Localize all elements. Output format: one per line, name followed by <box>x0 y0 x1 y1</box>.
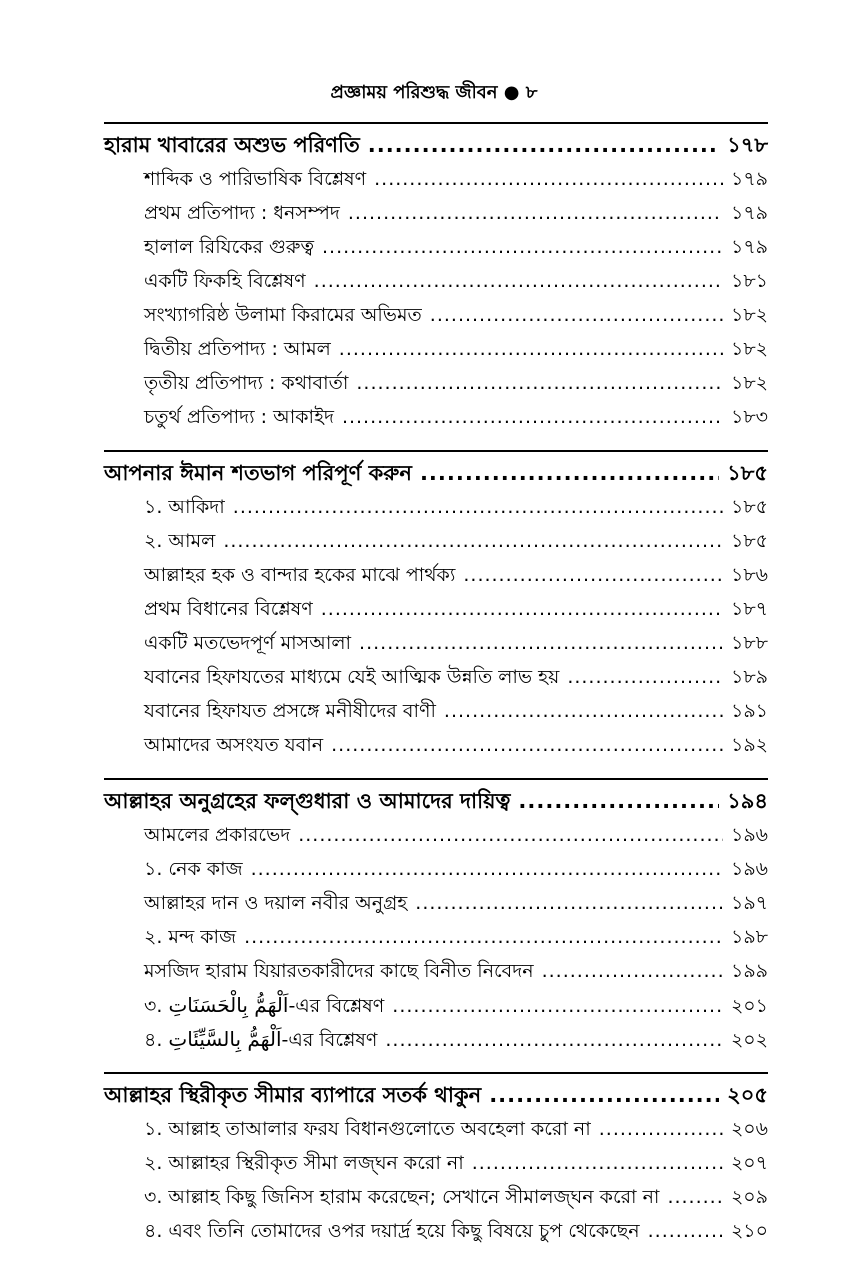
dot-leader <box>223 524 723 558</box>
entry-title: শাব্দিক ও পারিভাষিক বিশ্লেষণ <box>144 168 367 190</box>
chapter-title: আল্লাহর অনুগ্রহের ফল্গুধারা ও আমাদের দায়িত্ব <box>104 789 511 813</box>
entry-title: সংখ্যাগরিষ্ঠ উলামা কিরামের অভিমত <box>144 304 422 326</box>
chapter-row <box>104 1078 768 1112</box>
entry-page: ১৯৯ <box>731 960 768 982</box>
dot-leader <box>489 1078 719 1112</box>
dot-leader <box>359 626 723 660</box>
entry-page: ১৯১ <box>731 700 768 722</box>
toc-section <box>104 122 768 434</box>
arabic-phrase: اَلْهَمُّ بِالسَّيِّئَاتِ <box>168 1027 282 1051</box>
chapter-title: আল্লাহর স্থিরীকৃত সীমার ব্যাপারে সতর্ক থাকুন <box>104 1083 482 1107</box>
toc-section <box>104 1072 768 1248</box>
toc-entry <box>104 1146 768 1180</box>
entry-title: প্রথম বিধানের বিশ্লেষণ <box>144 598 313 620</box>
dot-leader <box>251 852 723 886</box>
dot-leader <box>542 954 723 988</box>
toc-entry <box>104 366 768 400</box>
chapter-title: আপনার ঈমান শতভাগ পরিপূর্ণ করুন <box>104 461 412 485</box>
entry-title: আমাদের অসংযত যবান <box>144 734 324 756</box>
entry-title-suffix: -এর বিশ্লেষণ <box>281 1029 378 1051</box>
entry-page: ২০১ <box>730 995 768 1017</box>
entry-page: ১৭৯ <box>730 202 768 224</box>
toc-entry <box>104 230 768 264</box>
entry-page: ১৯৭ <box>730 892 768 914</box>
entry-page: ১৮২ <box>730 338 768 360</box>
entry-title: ২. আল্লাহর স্থিরীকৃত সীমা লজ্ঘন করো না <box>144 1152 464 1174</box>
entry-number: ৪. <box>144 1029 163 1051</box>
arabic-phrase: اَلْهَمُّ بِالْحَسَنَاتِ <box>168 993 289 1017</box>
chapter-page: ২০৫ <box>727 1083 768 1107</box>
entry-title: আমলের প্রকারভেদ <box>144 824 291 846</box>
toc-entry <box>104 298 768 332</box>
entry-title: প্রথম প্রতিপাদ্য : ধনসম্পদ <box>144 202 340 224</box>
entry-title: ১. নেক কাজ <box>144 858 243 880</box>
entry-title: তৃতীয় প্রতিপাদ্য : কথাবার্তা <box>144 372 349 394</box>
entry-page: ১৮৫ <box>731 530 768 552</box>
toc-entry <box>104 660 768 694</box>
dot-leader <box>298 818 723 852</box>
dot-leader <box>374 162 723 196</box>
entry-title: ১. আকিদা <box>144 496 225 518</box>
dot-leader <box>368 128 719 162</box>
entry-title: ২. মন্দ কাজ <box>144 926 237 948</box>
dot-leader <box>342 400 723 434</box>
entry-number: ৩. <box>144 995 163 1017</box>
entry-title: হালাল রিযিকের গুরুত্ব <box>144 236 314 258</box>
toc-entry <box>104 626 768 660</box>
dot-leader <box>444 694 723 728</box>
toc-entry <box>104 818 768 852</box>
dot-leader <box>392 989 723 1023</box>
entry-page: ১৯৬ <box>730 824 768 846</box>
dot-leader <box>385 1023 723 1057</box>
entry-page: ২০২ <box>730 1029 768 1051</box>
entry-page: ২১০ <box>730 1220 768 1242</box>
entry-title: দ্বিতীয় প্রতিপাদ্য : আমল <box>144 338 331 360</box>
entry-page: ১৮৩ <box>730 406 768 428</box>
toc-entry <box>104 558 768 592</box>
entry-page: ১৯৮ <box>731 926 768 948</box>
chapter-row <box>104 128 768 162</box>
entry-page: ১৮১ <box>731 270 768 292</box>
toc-entry <box>104 1180 768 1214</box>
running-header: প্রজ্ঞাময় পরিশুদ্ধ জীবন ● ৮ <box>330 82 538 103</box>
dot-leader <box>356 366 723 400</box>
dot-leader <box>331 728 723 762</box>
entry-title: চতুর্থ প্রতিপাদ্য : আকাইদ <box>144 406 334 428</box>
dot-leader <box>321 592 723 626</box>
chapter-page: ১৮৫ <box>727 461 768 485</box>
entry-title: ১. আল্লাহ তাআলার ফরয বিধানগুলোতে অবহেলা করো না <box>144 1118 591 1140</box>
toc-entry <box>104 1112 768 1146</box>
toc-entry <box>104 264 768 298</box>
entry-page: ২০৬ <box>730 1118 768 1140</box>
entry-title: একটি ফিকহি বিশ্লেষণ <box>144 270 306 292</box>
toc-entry <box>104 162 768 196</box>
chapter-title: হারাম খাবারের অশুভ পরিণতি <box>104 133 360 157</box>
entry-page: ১৮৫ <box>731 496 768 518</box>
entry-page: ১৮২ <box>730 372 768 394</box>
toc-section <box>104 778 768 1056</box>
entry-page: ১৮৭ <box>730 598 768 620</box>
chapter-row <box>104 784 768 818</box>
dot-leader <box>648 1214 723 1248</box>
dot-leader <box>463 558 723 592</box>
entry-page: ১৭৯ <box>730 168 768 190</box>
entry-title <box>144 988 384 1023</box>
entry-title: ৩. আল্লাহ কিছু জিনিস হারাম করেছেন; সেখানে সীমালজ্ঘন করো না <box>144 1186 660 1208</box>
dot-leader <box>667 1180 723 1214</box>
entry-title: যবানের হিফাযতের মাধ্যমে যেই আত্মিক উন্নতি লাভ হয় <box>144 666 560 688</box>
dot-leader <box>322 230 723 264</box>
entry-page: ১৯২ <box>730 734 768 756</box>
dot-leader <box>244 920 723 954</box>
toc-entry <box>104 196 768 230</box>
entry-title <box>144 1022 377 1057</box>
chapter-page: ১৭৮ <box>727 133 768 157</box>
entry-page: ১৮২ <box>730 304 768 326</box>
dot-leader <box>348 196 723 230</box>
toc-entry <box>104 1214 768 1248</box>
entry-page: ২০৭ <box>730 1152 768 1174</box>
entry-page: ১৮৮ <box>731 632 768 654</box>
toc-entry <box>104 694 768 728</box>
chapter-row <box>104 456 768 490</box>
dot-leader <box>430 298 723 332</box>
entry-title: আল্লাহর হক ও বান্দার হকের মাঝে পার্থক্য <box>144 564 456 586</box>
entry-page: ১৯৬ <box>730 858 768 880</box>
entry-page: ১৭৯ <box>730 236 768 258</box>
entry-title: মসজিদ হারাম যিয়ারতকারীদের কাছে বিনীত নিবেদন <box>144 960 534 982</box>
entry-page: ১৮৯ <box>731 666 768 688</box>
entry-title: ২. আমল <box>144 530 216 552</box>
entry-title: যবানের হিফাযত প্রসঙ্গে মনীষীদের বাণী <box>144 700 436 722</box>
dot-leader <box>415 886 723 920</box>
dot-leader <box>314 264 723 298</box>
entry-title-suffix: -এর বিশ্লেষণ <box>288 995 385 1017</box>
dot-leader <box>599 1112 723 1146</box>
toc-entry <box>104 886 768 920</box>
dot-leader <box>233 490 723 524</box>
entry-title: আল্লাহর দান ও দয়াল নবীর অনুগ্রহ <box>144 892 408 914</box>
entry-page: ২০৯ <box>730 1186 768 1208</box>
chapter-page: ১৯৪ <box>727 789 768 813</box>
toc-entry <box>104 852 768 886</box>
entry-title: একটি মতভেদপূর্ণ মাসআলা <box>144 632 352 654</box>
entry-title: ৪. এবং তিনি তোমাদের ওপর দয়ার্দ্র হয়ে কিছু বিষয়ে চুপ থেকেছেন <box>144 1220 640 1242</box>
entry-page: ১৮৬ <box>730 564 768 586</box>
dot-leader <box>339 332 723 366</box>
toc-entry <box>104 920 768 954</box>
table-of-contents <box>104 122 768 1264</box>
toc-entry <box>104 1022 768 1056</box>
toc-entry <box>104 490 768 524</box>
dot-leader <box>472 1146 723 1180</box>
toc-section <box>104 450 768 762</box>
dot-leader <box>420 456 719 490</box>
dot-leader <box>567 660 723 694</box>
dot-leader <box>518 784 719 818</box>
toc-entry <box>104 728 768 762</box>
toc-entry <box>104 400 768 434</box>
toc-entry <box>104 524 768 558</box>
toc-entry <box>104 332 768 366</box>
toc-entry <box>104 592 768 626</box>
toc-entry <box>104 988 768 1022</box>
toc-entry <box>104 954 768 988</box>
